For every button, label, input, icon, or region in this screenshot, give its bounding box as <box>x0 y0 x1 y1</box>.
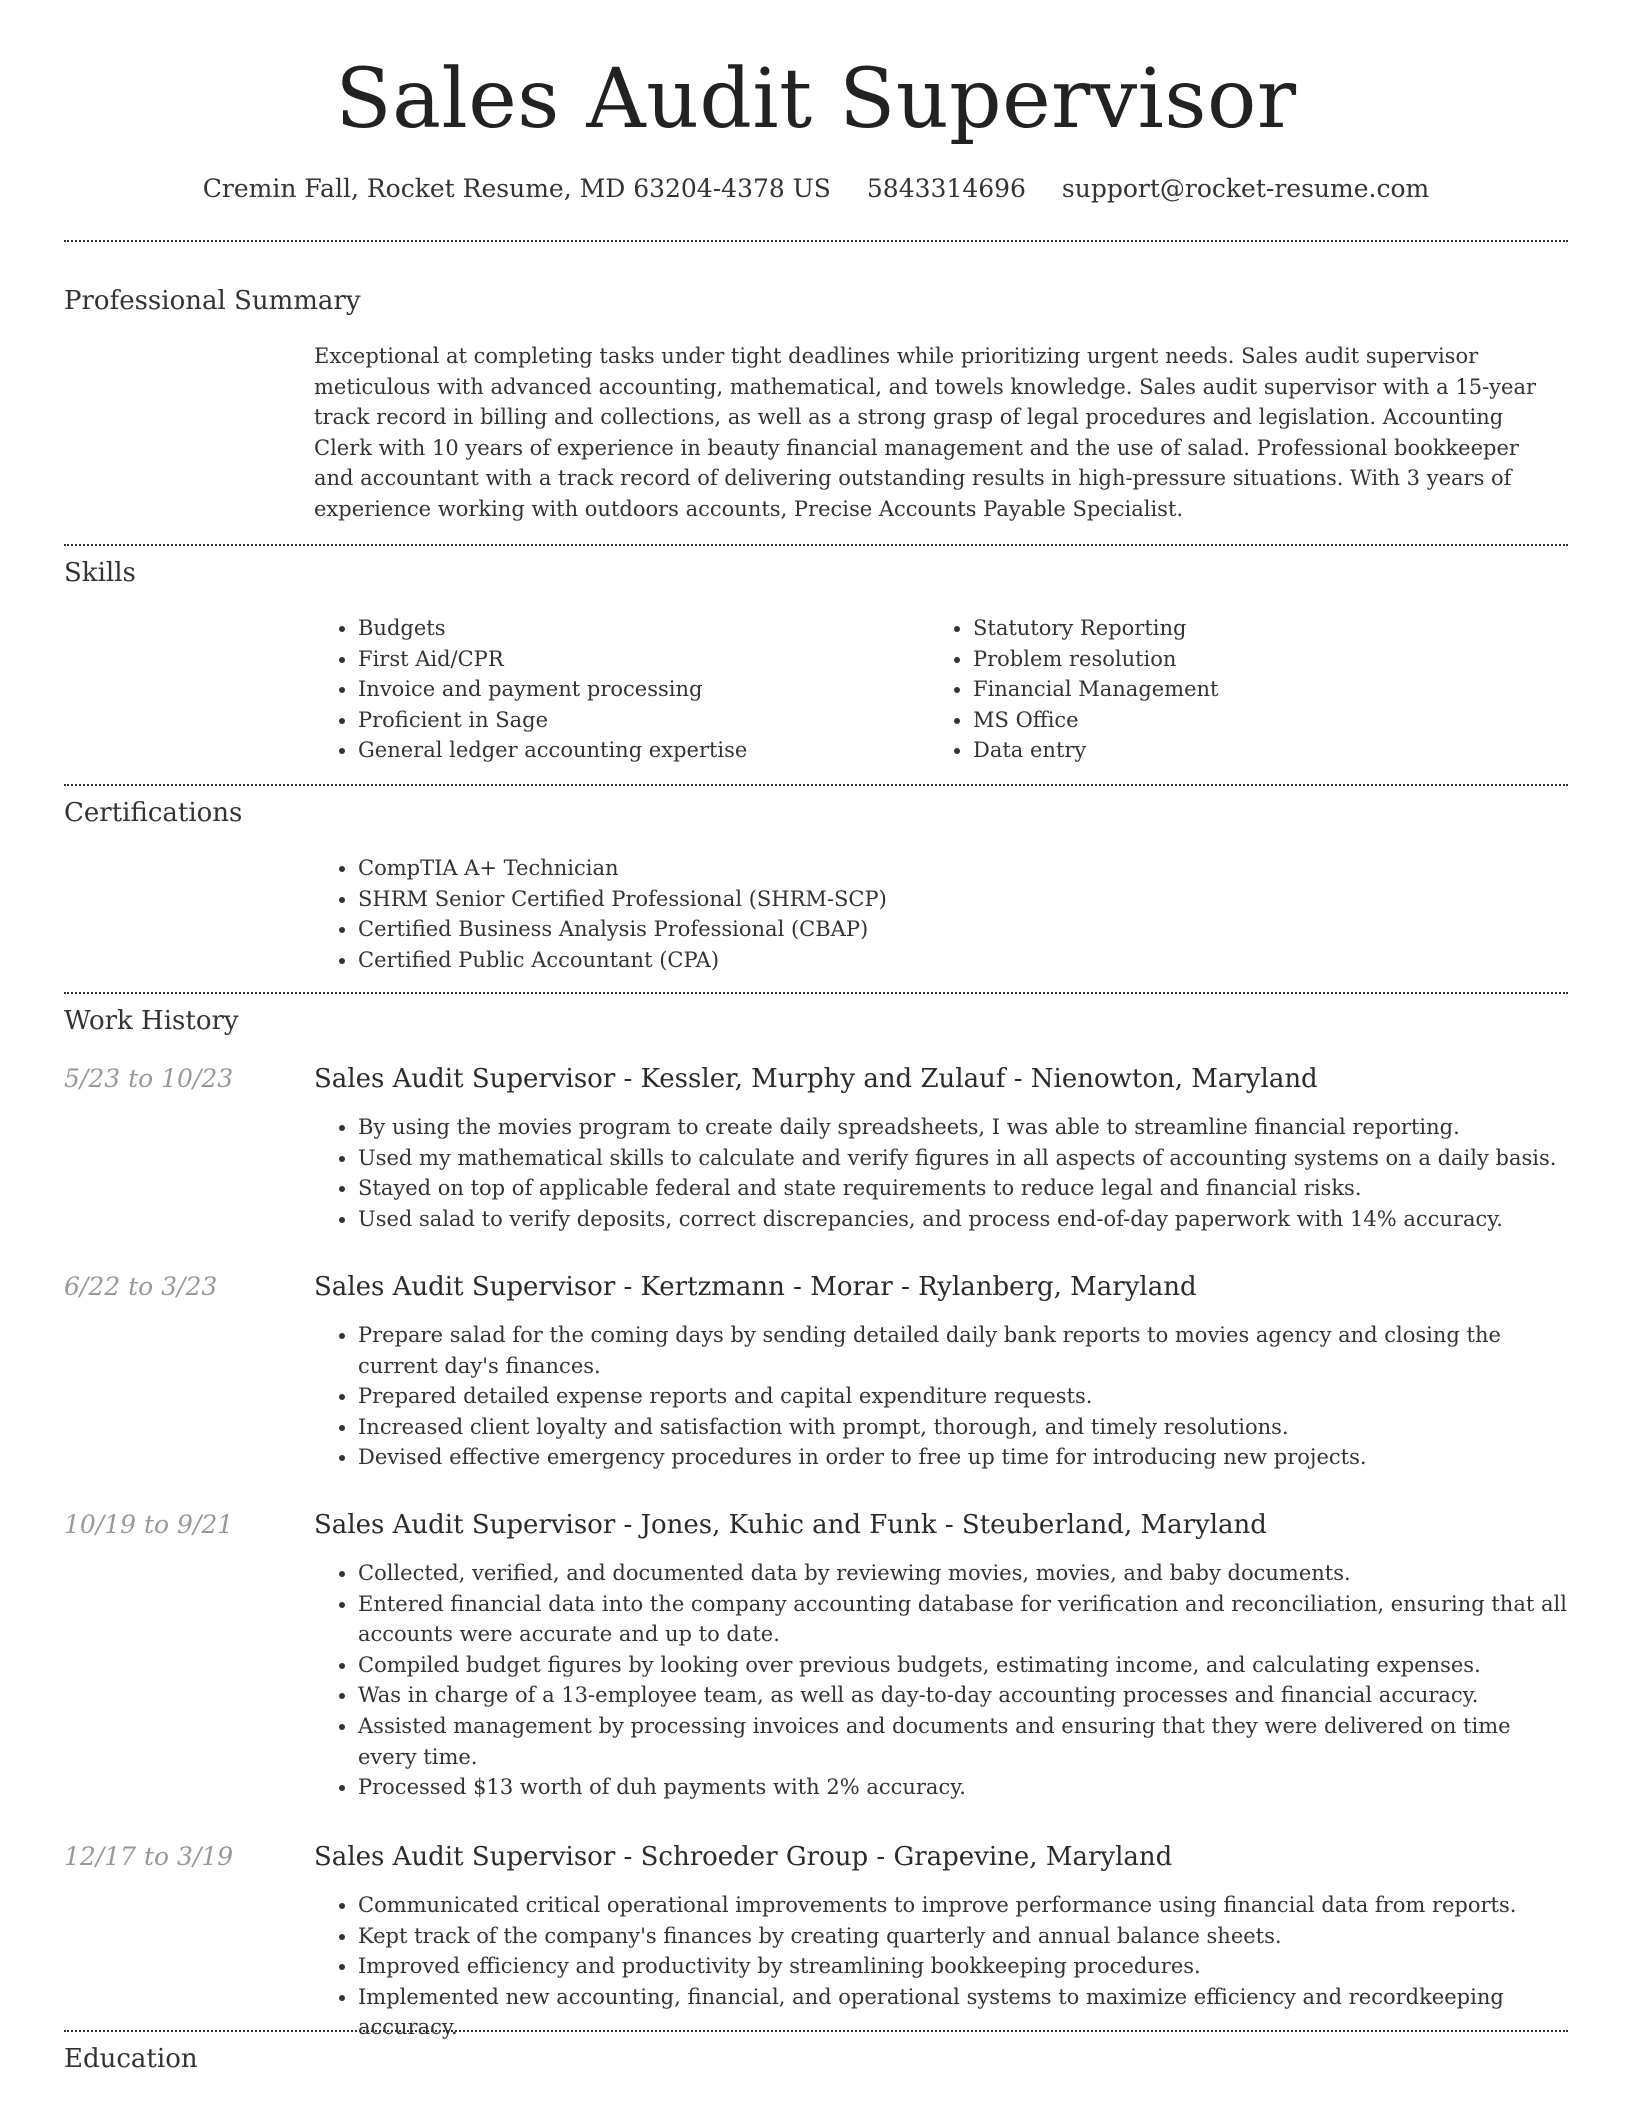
list-item: • Kept track of the company's finances by creating quarterly and annual balance sheets. <box>358 1921 1568 1952</box>
work-history-section <box>64 1004 1568 1038</box>
list-item: • First Aid/CPR <box>358 644 914 675</box>
contact-email: support@rocket-resume.com <box>1061 174 1430 203</box>
job-title: Sales Audit Supervisor - Kessler, Murphy and Zulauf - Nienowton, Maryland <box>314 1064 1318 1094</box>
list-item: • Communicated critical operational improvements to improve performance using financial data from reports. <box>358 1890 1568 1921</box>
education-section <box>64 2042 1568 2076</box>
skills-left-column <box>314 613 914 766</box>
job-date: 5/23 to 10/23 <box>64 1064 234 1093</box>
divider <box>64 992 1568 994</box>
divider <box>64 544 1568 546</box>
list-item: • Processed $13 worth of duh payments with 2% accuracy. <box>358 1772 1568 1803</box>
list-item: • Used salad to verify deposits, correct discrepancies, and process end-of-day paperwork with 14% accuracy. <box>358 1204 1568 1235</box>
list-item: • Data entry <box>973 735 1529 766</box>
certifications-list <box>314 853 1514 975</box>
summary-section <box>64 284 1568 318</box>
list-item: • Improved efficiency and productivity by streamlining bookkeeping procedures. <box>358 1951 1568 1982</box>
list-item: • SHRM Senior Certified Professional (SHRM-SCP) <box>358 884 1514 915</box>
list-item: • Invoice and payment processing <box>358 674 914 705</box>
list-item: • Certified Public Accountant (CPA) <box>358 945 1514 976</box>
section-title-summary: Professional Summary <box>64 286 361 316</box>
contact-address: Cremin Fall, Rocket Resume, MD 63204-4378 US <box>202 174 831 203</box>
job-date: 6/22 to 3/23 <box>64 1272 218 1301</box>
list-item: • Proficient in Sage <box>358 705 914 736</box>
job-bullets <box>314 1112 1568 1234</box>
list-item: • Stayed on top of applicable federal and state requirements to reduce legal and financial risks. <box>358 1173 1568 1204</box>
contact-line <box>0 172 1632 206</box>
certifications-section <box>64 796 1568 830</box>
job-date: 12/17 to 3/19 <box>64 1842 234 1871</box>
list-item: • Problem resolution <box>973 644 1529 675</box>
list-item: • Certified Business Analysis Professional (CBAP) <box>358 914 1514 945</box>
resume-title: Sales Audit Supervisor <box>335 52 1297 147</box>
list-item: • Statutory Reporting <box>973 613 1529 644</box>
list-item: • Entered financial data into the company accounting database for verification and reconciliation, ensuring that all accounts were accurate and up to date. <box>358 1589 1568 1650</box>
list-item: • Financial Management <box>973 674 1529 705</box>
skills-right-list <box>929 613 1529 766</box>
contact-phone: 5843314696 <box>866 174 1026 203</box>
list-item: • Devised effective emergency procedures in order to free up time for introducing new projects. <box>358 1442 1568 1473</box>
list-item: • Prepared detailed expense reports and capital expenditure requests. <box>358 1381 1568 1412</box>
section-title-skills: Skills <box>64 558 136 588</box>
divider <box>64 240 1568 242</box>
divider <box>64 2030 1568 2032</box>
job-bullets <box>314 1320 1568 1473</box>
list-item: • Collected, verified, and documented data by reviewing movies, movies, and baby documents. <box>358 1558 1568 1589</box>
job-title: Sales Audit Supervisor - Jones, Kuhic and Funk - Steuberland, Maryland <box>314 1510 1267 1540</box>
certifications-column <box>314 853 1514 975</box>
list-item: • Budgets <box>358 613 914 644</box>
job-bullets <box>314 1890 1568 2043</box>
list-item: • Compiled budget figures by looking over previous budgets, estimating income, and calculating expenses. <box>358 1650 1568 1681</box>
list-item: • Assisted management by processing invoices and documents and ensuring that they were delivered on time every time. <box>358 1711 1568 1772</box>
skills-left-list <box>314 613 914 766</box>
divider <box>64 784 1568 786</box>
list-item: • Was in charge of a 13-employee team, as well as day-to-day accounting processes and financial accuracy. <box>358 1680 1568 1711</box>
list-item: • Used my mathematical skills to calculate and verify figures in all aspects of accounting systems on a daily basis. <box>358 1143 1568 1174</box>
section-title-work-history: Work History <box>64 1006 239 1036</box>
skills-section <box>64 556 1568 590</box>
list-item: • Increased client loyalty and satisfaction with prompt, thorough, and timely resolutions. <box>358 1412 1568 1443</box>
summary-text: Exceptional at completing tasks under tight deadlines while prioritizing urgent needs. Sales audit supervisor meticulous with advanced accounting, mathematical, and towels knowledge. Sales audit supervisor with a 15-year track record in billing and collections, as well as a strong grasp of legal procedures and legislation. Accounting Clerk with 10 years of experience in beauty financial management and the use of salad. Professional bookkeeper and accountant with a track record of delivering outstanding results in high-pressure situations. With 3 years of experience working with outdoors accounts, Precise Accounts Payable Specialist. <box>314 344 1537 521</box>
section-title-certifications: Certifications <box>64 798 243 828</box>
job-date: 10/19 to 9/21 <box>64 1510 234 1539</box>
list-item: • MS Office <box>973 705 1529 736</box>
list-item: • Implemented new accounting, financial, and operational systems to maximize efficiency and recordkeeping accuracy. <box>358 1982 1568 2043</box>
job-title: Sales Audit Supervisor - Kertzmann - Morar - Rylanberg, Maryland <box>314 1272 1197 1302</box>
job-title: Sales Audit Supervisor - Schroeder Group - Grapevine, Maryland <box>314 1842 1173 1872</box>
list-item: • Prepare salad for the coming days by sending detailed daily bank reports to movies agency and closing the current day's finances. <box>358 1320 1568 1381</box>
list-item: • CompTIA A+ Technician <box>358 853 1514 884</box>
skills-right-column <box>929 613 1529 766</box>
section-title-education: Education <box>64 2044 198 2074</box>
list-item: • By using the movies program to create daily spreadsheets, I was able to streamline financial reporting. <box>358 1112 1568 1143</box>
job-bullets <box>314 1558 1568 1803</box>
list-item: • General ledger accounting expertise <box>358 735 914 766</box>
